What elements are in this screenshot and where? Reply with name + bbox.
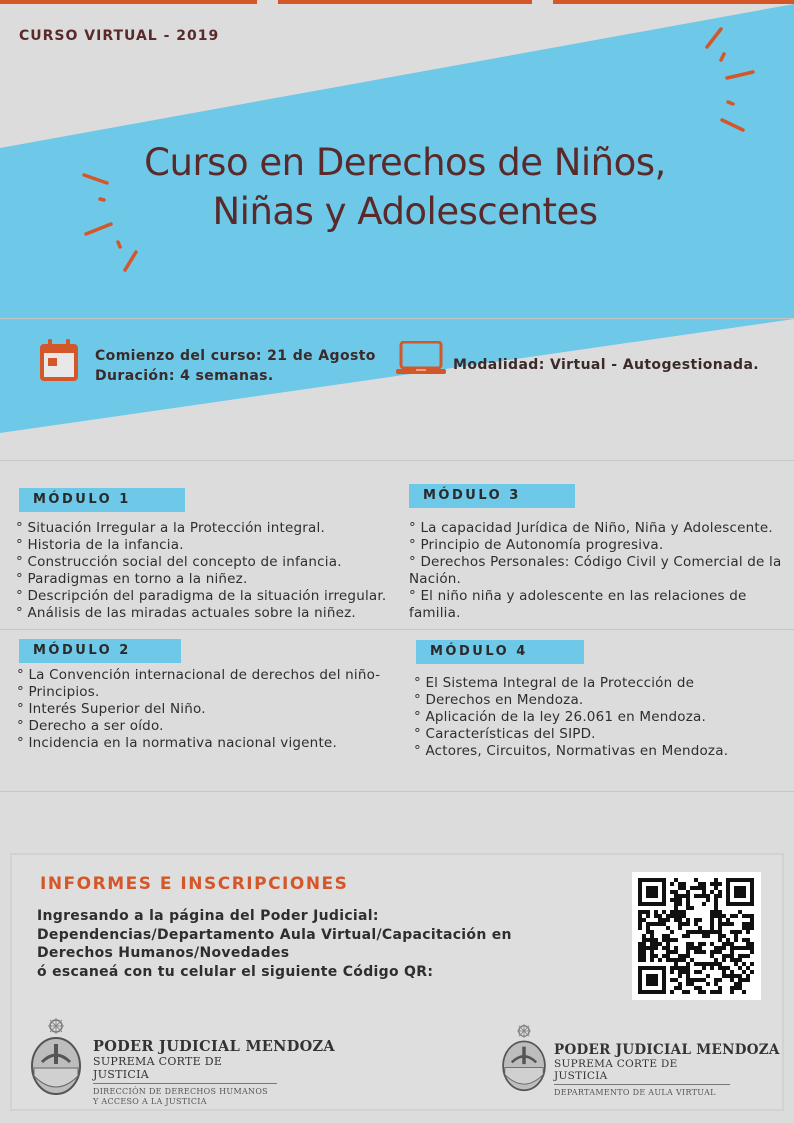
course-year-label: CURSO VIRTUAL - 2019 <box>19 28 220 44</box>
crest-icon-left <box>28 1018 84 1096</box>
list-item: ° Construcción social del concepto de infancia. <box>16 554 342 570</box>
logo-left-sub: SUPREMA CORTE DE JUSTICIA <box>93 1055 277 1084</box>
list-item: ° Derechos en Mendoza. <box>414 692 584 708</box>
divider-modules-bottom <box>0 791 794 792</box>
module-1-tab: MÓDULO 1 <box>19 488 185 512</box>
module-1-list <box>16 520 408 622</box>
list-item: ° Situación Irregular a la Protección integral. <box>16 520 325 536</box>
logo-right-dep-1: DEPARTAMENTO DE AULA VIRTUAL <box>554 1088 716 1097</box>
module-2-list <box>17 667 407 752</box>
course-dates <box>95 346 376 386</box>
laptop-icon <box>396 341 446 375</box>
logo-left-dep-2: Y ACCESO A LA JUSTICIA <box>93 1097 207 1106</box>
logo-right-name: PODER JUDICIAL MENDOZA <box>554 1042 780 1058</box>
list-item: ° El niño niña y adolescente en las relaciones de familia. <box>409 588 747 621</box>
course-duration-text: Duración: 4 semanas. <box>95 368 274 384</box>
logo-right <box>554 1042 780 1098</box>
module-4-list <box>414 675 790 760</box>
list-item: ° Actores, Circuitos, Normativas en Mendoza. <box>414 743 729 759</box>
divider-modules-top <box>0 460 794 461</box>
module-4-tab: MÓDULO 4 <box>416 640 584 664</box>
list-item: ° Interés Superior del Niño. <box>17 701 206 717</box>
logo-right-sub: SUPREMA CORTE DE JUSTICIA <box>554 1058 730 1085</box>
informes-title: INFORMES E INSCRIPCIONES <box>40 874 349 894</box>
list-item: ° Historia de la infancia. <box>16 537 184 553</box>
list-item: ° Análisis de las miradas actuales sobre la niñez. <box>16 605 356 621</box>
list-item: ° Principio de Autonomía progresiva. <box>409 537 664 553</box>
title-line-1: Curso en Derechos de Niños, <box>144 141 666 184</box>
logo-left-name: PODER JUDICIAL MENDOZA <box>93 1038 335 1055</box>
informes-line-3: ó escaneá con tu celular el siguiente Código QR: <box>37 963 434 980</box>
informes-line-1: Ingresando a la página del Poder Judicial: <box>37 908 379 924</box>
logo-left <box>93 1038 335 1107</box>
list-item: ° Características del SIPD. <box>414 726 596 742</box>
list-item: ° Derecho a ser oído. <box>17 718 164 734</box>
course-modality-text: Modalidad: Virtual - Autogestionada. <box>453 357 760 373</box>
list-item: ° Incidencia en la normativa nacional vigente. <box>17 735 337 751</box>
list-item: ° La Convención internacional de derechos del niño- <box>17 667 381 683</box>
calendar-icon <box>39 339 79 382</box>
list-item: ° La capacidad Jurídica de Niño, Niña y Adolescente. <box>409 520 773 536</box>
qr-code[interactable] <box>632 872 761 1000</box>
list-item: ° Paradigmas en torno a la niñez. <box>16 571 248 587</box>
title-line-2: Niñas y Adolescentes <box>212 190 598 233</box>
module-3-list <box>409 520 791 622</box>
informes-line-2: Dependencias/Departamento Aula Virtual/Capacitación en Derechos Humanos/Novedades <box>37 926 512 961</box>
module-2-tab: MÓDULO 2 <box>19 639 181 663</box>
course-start-text: Comienzo del curso: 21 de Agosto <box>95 348 376 364</box>
list-item: ° Derechos Personales: Código Civil y Comercial de la Nación. <box>409 554 782 587</box>
informes-text <box>37 907 527 981</box>
list-item: ° Principios. <box>17 684 100 700</box>
list-item: ° Aplicación de la ley 26.061 en Mendoza. <box>414 709 707 725</box>
crest-icon-right <box>499 1024 549 1092</box>
logo-left-dep-1: DIRECCIÓN DE DERECHOS HUMANOS <box>93 1087 268 1096</box>
page-title <box>60 138 750 236</box>
module-3-tab: MÓDULO 3 <box>409 484 575 508</box>
list-item: ° El Sistema Integral de la Protección de <box>414 675 695 691</box>
qr-code-image <box>632 872 761 1000</box>
divider-modules-middle <box>0 629 794 630</box>
list-item: ° Descripción del paradigma de la situación irregular. <box>16 588 387 604</box>
divider-top <box>0 318 794 319</box>
